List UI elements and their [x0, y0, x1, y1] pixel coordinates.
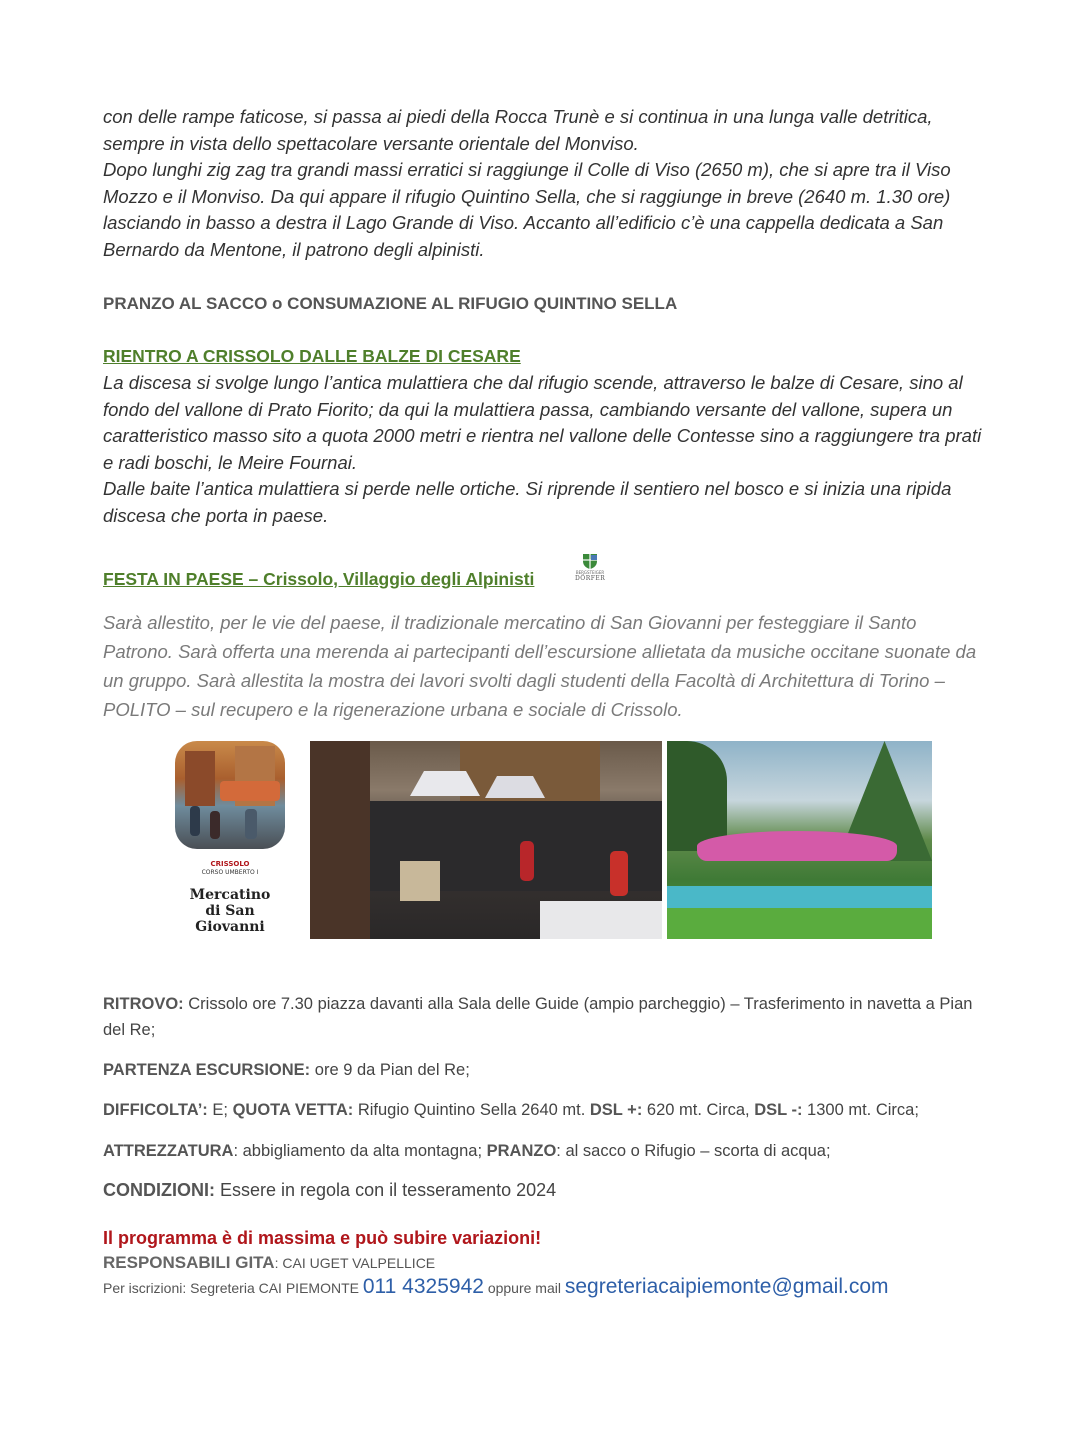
- flower-bridge-photo: [667, 741, 932, 939]
- return-paragraph-2: Dalle baite l’antica mulattiera si perde nelle ortiche. Si riprende il sentiero nel bosco e si inizia una ripida discesa che porta in paese.: [103, 478, 952, 526]
- attrezzatura-text: : abbigliamento da alta montagna;: [233, 1142, 487, 1160]
- poster-street: CORSO UMBERTO I: [201, 869, 259, 876]
- partenza-line: [103, 1057, 470, 1083]
- mercatino-poster: [175, 741, 288, 939]
- return-text: [103, 370, 983, 529]
- partenza-text: ore 9 da Pian del Re;: [310, 1061, 470, 1079]
- return-heading: RIENTRO A CRISSOLO DALLE BALZE DI CESARE: [103, 346, 521, 366]
- shield-logo-icon: [581, 552, 599, 570]
- poster-title-line-3: Giovanni: [195, 919, 265, 935]
- dsl-plus-label: DSL +:: [589, 1101, 643, 1119]
- logo-text-top: BERGSTEIGER: [575, 570, 605, 575]
- condizioni-text: Essere in regola con il tesseramento 2024: [215, 1180, 557, 1200]
- ritrovo-text: Crissolo ore 7.30 piazza davanti alla Sala delle Guide (ampio parcheggio) – Trasferimento in navetta a Pian del Re;: [103, 995, 973, 1039]
- lunch-heading: PRANZO AL SACCO o CONSUMAZIONE AL RIFUGIO QUINTINO SELLA: [103, 294, 678, 313]
- dsl-plus-text: 620 mt. Circa,: [642, 1101, 755, 1119]
- quota-label: QUOTA VETTA:: [232, 1101, 354, 1119]
- logo-text-bottom: DÖRFER: [575, 575, 606, 582]
- poster-title-line-1: Mercatino: [189, 887, 271, 903]
- intro-paragraph-2: Dopo lunghi zig zag tra grandi massi erratici si raggiunge il Colle di Viso (2650 m), che si apre tra il Viso Mozzo e il Monviso. Da qui appare il rifugio Quintino Sella, che si raggiunge in breve (2640 m. 1.30 ore) lasciando in basso a destra il Lago Grande di Viso. Accanto all’edificio c’è una cappella dedicata a San Bernardo da Mentone, il patrono degli alpinisti.: [103, 159, 951, 260]
- dsl-minus-label: DSL -:: [754, 1101, 803, 1119]
- image-row: [175, 741, 935, 941]
- email-link[interactable]: segreteriacaipiemonte@gmail.com: [564, 1275, 889, 1298]
- oppure-text: oppure mail: [483, 1280, 565, 1296]
- difficolta-line: [103, 1097, 919, 1123]
- market-photo: [310, 741, 662, 939]
- pranzo-label: PRANZO: [486, 1142, 557, 1160]
- iscrizioni-text: Per iscrizioni: Segreteria CAI PIEMONTE: [103, 1280, 363, 1296]
- poster-title-line-2: di San: [205, 903, 255, 919]
- festa-heading: FESTA IN PAESE – Crissolo, Villaggio degli Alpinisti: [103, 569, 535, 589]
- bergsteigerdorfer-logo: [575, 552, 605, 588]
- partenza-label: PARTENZA ESCURSIONE:: [103, 1061, 311, 1079]
- responsabili-label: RESPONSABILI GITA: [103, 1253, 275, 1272]
- festa-text: Sarà allestito, per le vie del paese, il tradizionale mercatino di San Giovanni per festeggiare il Santo Patrono. Sarà offerta una merenda ai partecipanti dell’escursione allietata da musiche occitane suonate da un gruppo. Sarà allestita la mostra dei lavori svolti dagli studenti della Facoltà di Architettura di Torino – POLITO – sul recupero e la rigenerazione urbana e sociale di Crissolo.: [103, 612, 977, 720]
- iscrizioni-line: [103, 1275, 889, 1299]
- attrezzatura-line: [103, 1138, 831, 1164]
- condizioni-label: CONDIZIONI:: [103, 1180, 215, 1200]
- difficolta-label: DIFFICOLTA’:: [103, 1101, 208, 1119]
- dsl-minus-text: 1300 mt. Circa;: [802, 1101, 919, 1119]
- quota-text: Rifugio Quintino Sella 2640 mt.: [353, 1101, 590, 1119]
- poster-town: CRISSOLO: [210, 860, 250, 868]
- poster-illustration: [175, 741, 285, 849]
- responsabili-line: [103, 1253, 435, 1273]
- program-notice: Il programma è di massima e può subire variazioni!: [103, 1228, 542, 1248]
- attrezzatura-label: ATTREZZATURA: [103, 1142, 234, 1160]
- return-paragraph-1: La discesa si svolge lungo l’antica mulattiera che dal rifugio scende, attraverso le balze di Cesare, sino al fondo del vallone di Prato Fiorito; da qui la mulattiera passa, cambiando versante del vallone, supera un caratteristico masso sito a quota 2000 metri e rientra nel vallone delle Contesse sino a raggiungere tra prati e radi boschi, le Meire Fournai.: [103, 372, 982, 473]
- ritrovo-line: [103, 991, 983, 1043]
- pranzo-text: : al sacco o Rifugio – scorta di acqua;: [556, 1142, 831, 1160]
- condizioni-line: [103, 1180, 556, 1201]
- responsabili-text: : CAI UGET VALPELLICE: [274, 1255, 436, 1271]
- poster-title: [175, 887, 285, 935]
- intro-paragraph-1: con delle rampe faticose, si passa ai piedi della Rocca Trunè e si continua in una lunga valle detritica, sempre in vista dello spettacolare versante orientale del Monviso.: [103, 106, 933, 154]
- phone-number[interactable]: 011 4325942: [362, 1275, 484, 1298]
- intro-text: [103, 104, 983, 263]
- difficolta-text: E;: [207, 1101, 233, 1119]
- ritrovo-label: RITROVO:: [103, 995, 184, 1013]
